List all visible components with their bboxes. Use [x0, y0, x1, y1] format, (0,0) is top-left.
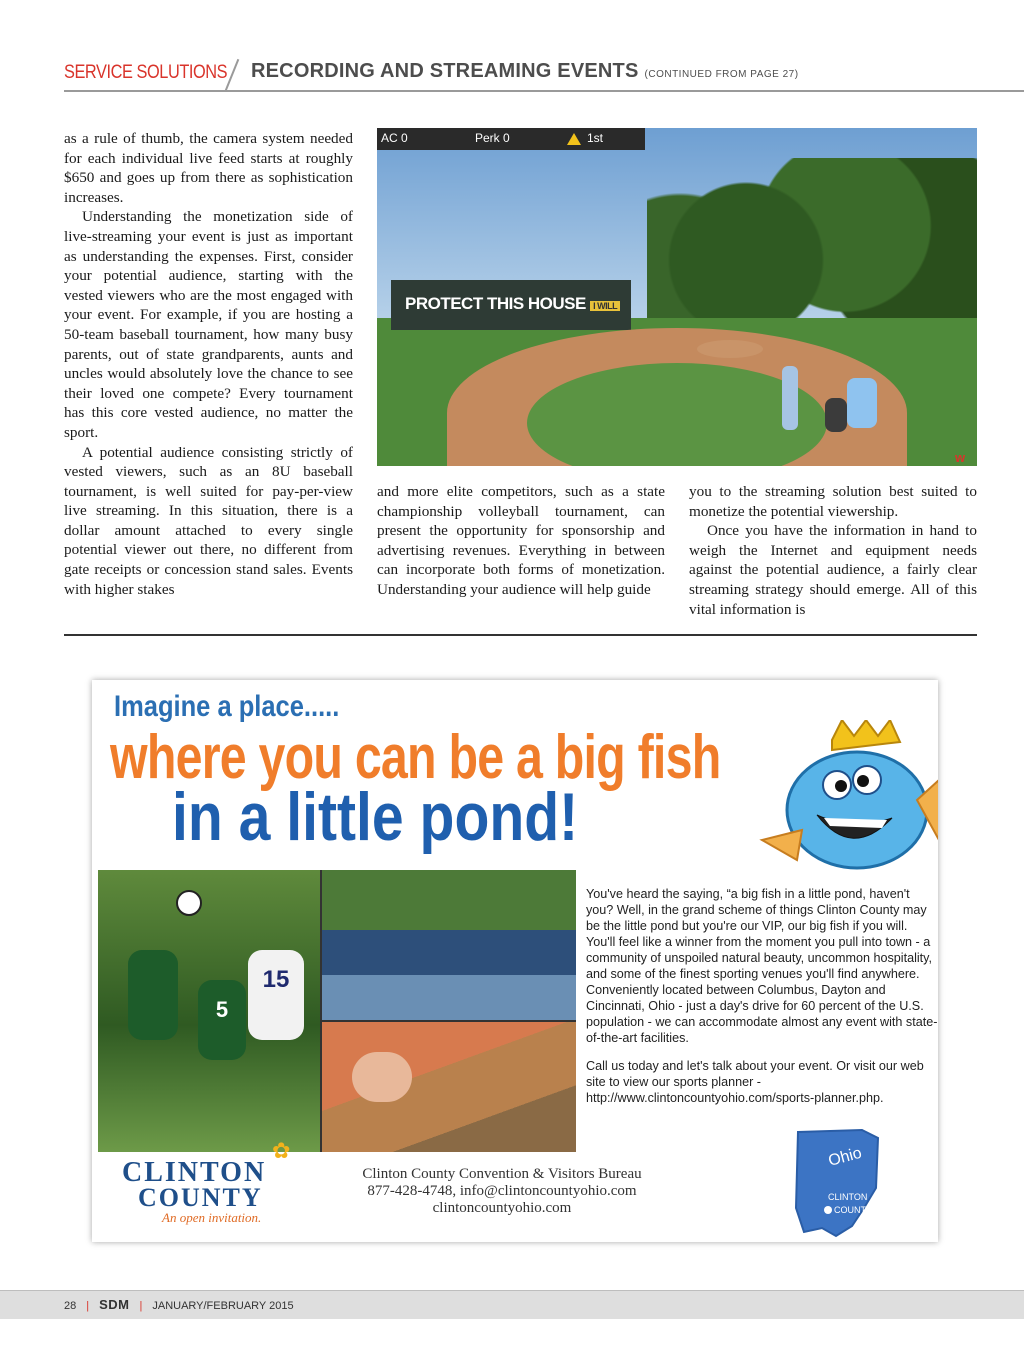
fish-mascot-icon — [742, 720, 938, 890]
paragraph: you to the streaming solution best suited to monetize the potential viewership. — [689, 483, 977, 520]
article-title — [251, 60, 799, 83]
section-label: SERVICE SOLUTIONS — [64, 62, 228, 83]
ad-photo-collage — [98, 870, 576, 1152]
article-column-2 — [377, 482, 665, 600]
photo-trees — [647, 158, 977, 328]
logo-line-2: COUNTY — [138, 1183, 263, 1212]
athlete — [352, 1052, 412, 1102]
ad-headline-2: where you can be a big fish — [110, 723, 721, 792]
ad-contact-block — [332, 1166, 672, 1217]
paragraph: A potential audience consisting strictly of vested viewers, such as an 8U baseball tournament, is well suited for pay-per-view live streaming. In this situation, there is a dollar amount attached to every single potential viewer out there, no different from gate receipts or concession stand sales. Events with higher stakes — [64, 443, 353, 598]
paragraph: and more elite competitors, such as a state championship volleyball tournament, can present the opportunity for sponsorship and advertising revenues. Everything in between can incorporate both forms of monetization. Understanding your audience will help guide — [377, 483, 665, 598]
logo-tagline: An open invitation. — [162, 1210, 262, 1225]
wall-text — [405, 294, 620, 314]
pitchers-mound — [697, 340, 763, 358]
header-rule — [64, 90, 1024, 92]
paragraph: Once you have the information in hand to weigh the Internet and equipment needs against the potential audience, a fairly clear streaming strategy should emerge. All of this vital information is — [689, 522, 977, 618]
jersey-number: 5 — [198, 980, 246, 1060]
score-home: AC 0 — [381, 131, 408, 145]
paragraph: as a rule of thumb, the camera system needed for each individual live feed starts at roughly $650 and goes up from there as sophistication increases. — [64, 130, 353, 206]
clinton-county-ad — [92, 680, 938, 1242]
contact-org: Clinton County Convention & Visitors Bureau — [362, 1166, 642, 1182]
soccer-photo — [98, 870, 320, 1152]
jersey-number: 15 — [248, 950, 304, 1040]
ohio-label: Ohio — [826, 1144, 864, 1170]
logo-flower-icon: ✿ — [272, 1138, 291, 1163]
ohio-county-label: CLINTON — [828, 1192, 868, 1202]
wall-slogan: PROTECT THIS HOUSE — [405, 294, 586, 313]
title-text: RECORDING AND STREAMING EVENTS — [251, 60, 639, 82]
article-column-3 — [689, 482, 977, 619]
ad-headline-3: in a little pond! — [172, 779, 579, 855]
inning-arrow-icon — [567, 133, 581, 145]
inning: 1st — [587, 131, 604, 145]
ad-paragraph: Call us today and let's talk about your event. Or visit our web site to view our sports planner - http://www.clintoncountyohio.com/sports-planner.php. — [586, 1059, 924, 1105]
score-overlay — [377, 128, 645, 150]
cross-country-photo — [322, 870, 576, 1020]
soccer-ball-icon — [176, 890, 202, 916]
footer-divider: | — [139, 1300, 143, 1312]
contact-phone-email: 877-428-4748, info@clintoncountyohio.com — [367, 1183, 637, 1199]
umpire — [847, 378, 877, 428]
batter — [782, 366, 798, 430]
soccer-player-green — [128, 950, 178, 1040]
county-dot-icon — [824, 1206, 832, 1214]
catcher — [825, 398, 847, 432]
section-separator — [64, 634, 977, 636]
wall-sponsor: I WILL — [590, 301, 620, 311]
long-jump-photo — [322, 1022, 576, 1152]
article-column-1 — [64, 129, 353, 599]
magazine-name: SDM — [99, 1297, 130, 1312]
ad-paragraph: You've heard the saying, “a big fish in a little pond, haven't you? Well, in the grand scheme of things Clinton County may be the little pond but you're our VIP, our big fish if you will. You'll feel like a winner from the moment you pull into town - a community of unspoiled natural beauty, uncommon hospitality, and some of the finest sporting venues you'll find anywhere. Conveniently located between Columbus, Dayton and Cincinnati, Ohio - just a day's drive for 60 percent of the U.S. population - we can accommodate almost any event with state-of-the-art facilities. — [586, 887, 938, 1045]
paragraph: Understanding the monetization side of live-streaming your event is just as important as understanding the expenses. First, consider your potential audience, starting with the vested viewers who are the most engaged with your event. For example, if you are hosting a 50-team baseball tournament, how many busy parents, out of state grandparents, aunts and uncles would absolutely love the chance to see their loved one compete? Every tournament has this core vested audience, no matter the sport. — [64, 208, 353, 441]
page-footer — [64, 1297, 294, 1312]
baseball-photo — [377, 128, 977, 466]
ad-headline-1: Imagine a place..... — [114, 690, 340, 723]
ohio-map-icon — [792, 1128, 882, 1238]
footer-divider: | — [86, 1300, 90, 1312]
clinton-county-logo — [122, 1138, 322, 1226]
page-header — [64, 58, 1024, 92]
ad-body-text — [586, 886, 938, 1118]
contact-website: clintoncountyohio.com — [432, 1200, 572, 1216]
logo-line-1: CLINTON — [122, 1157, 267, 1188]
watermark-logo: w — [955, 450, 966, 465]
issue-date: JANUARY/FEBRUARY 2015 — [152, 1300, 294, 1312]
ohio-county-label-2: COUNTY — [834, 1205, 872, 1215]
continued-note: (CONTINUED FROM PAGE 27) — [644, 69, 799, 80]
score-away: Perk 0 — [475, 131, 510, 145]
page-number: 28 — [64, 1300, 77, 1312]
